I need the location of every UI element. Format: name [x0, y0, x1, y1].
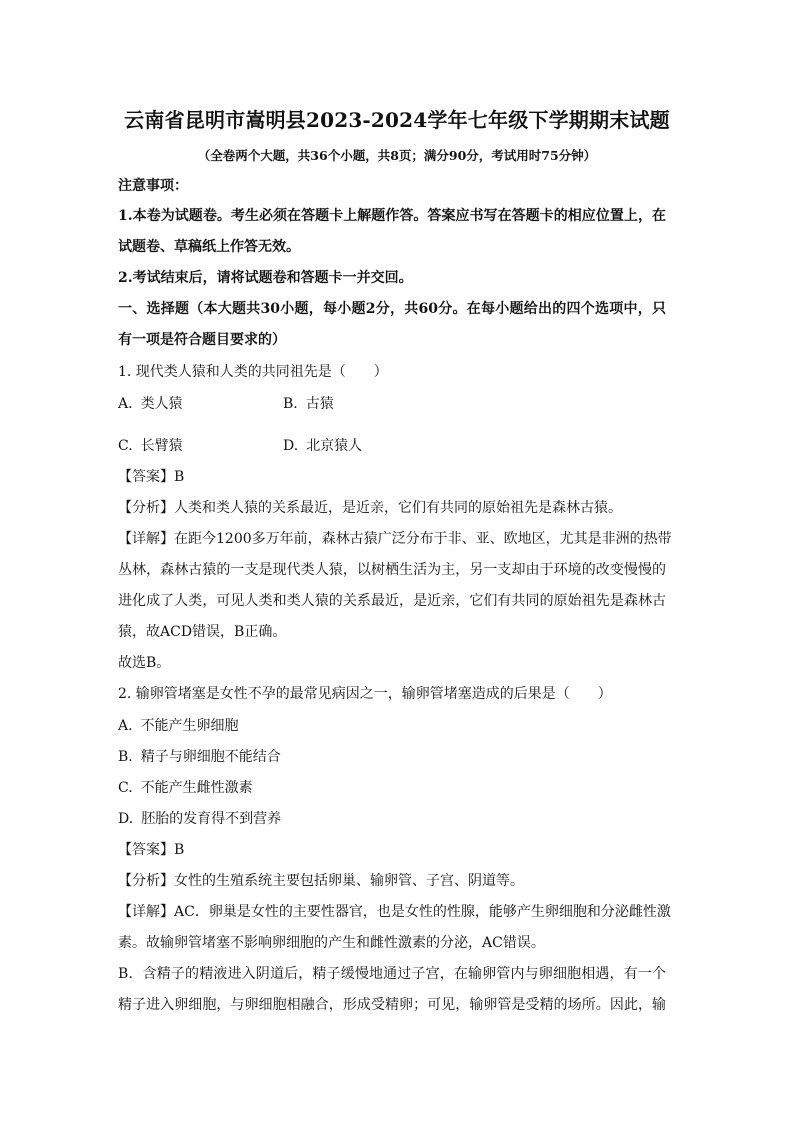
option-text: 古猿 [305, 396, 334, 412]
question-2-answer: 【答案】B [118, 842, 185, 858]
option-letter: C. [118, 780, 133, 796]
notes-line-1: 1.本卷为试题卷。考生必须在答题卡上解题作答。答案应书写在答题卡的相应位置上，在 [118, 208, 666, 224]
option-letter: B. [283, 396, 298, 412]
question-2-analysis: 【分析】女性的生殖系统主要包括卵巢、输卵管、子宫、阴道等。 [118, 873, 524, 889]
section-heading-line-1: 一、选择题（本大题共30小题，每小题2分，共60分。在每小题给出的四个选项中，只 [118, 301, 666, 317]
option-text: 胚胎的发育得不到营养 [141, 811, 282, 827]
question-1-detail-line-3: 进化成了人类，可见人类和类人猿的关系最近，是近亲，它们有共同的原始祖先是森林古 [118, 593, 666, 609]
option-letter: A. [118, 718, 133, 734]
question-1-answer: 【答案】B [118, 469, 185, 485]
question-1-detail-line-2: 丛林，森林古猿的一支是现代类人猿，以树栖生活为主，另一支却由于环境的改变慢慢的 [118, 562, 666, 578]
exam-info: （全卷两个大题，共36个小题，共8页；满分90分，考试用时75分钟） [197, 148, 597, 163]
question-1-detail-line-4: 猿，故ACD错误，B正确。 [118, 624, 287, 640]
notes-line-2: 试题卷、草稿纸上作答无效。 [118, 239, 300, 255]
question-2-detail-line-1: 【详解】AC．卵巢是女性的主要性器官，也是女性的性腺，能够产生卵细胞和分泌雌性激 [118, 904, 671, 920]
notes-heading: 注意事项： [118, 178, 188, 194]
option-text: 不能产生卵细胞 [140, 718, 239, 734]
question-1-option-b [283, 396, 334, 412]
option-text: 北京猿人 [306, 438, 363, 454]
option-letter: D. [118, 811, 134, 827]
option-letter: A. [118, 396, 133, 412]
question-2-stem: 2. 输卵管堵塞是女性不孕的最常见病因之一，输卵管堵塞造成的后果是（ ） [118, 686, 612, 702]
question-2-option-d [118, 811, 281, 827]
question-2-option-b [118, 749, 281, 765]
option-letter: D. [283, 438, 299, 454]
question-1-analysis: 【分析】人类和类人猿的关系最近，是近亲，它们有共同的原始祖先是森林古猿。 [118, 500, 622, 516]
question-1-detail-line-1: 【详解】在距今1200多万年前，森林古猿广泛分布于非、亚、欧地区，尤其是非洲的热带 [118, 531, 672, 547]
question-2-detail-line-2: 素。故输卵管堵塞不影响卵细胞的产生和雌性激素的分泌，AC错误。 [118, 935, 545, 951]
question-2-option-c [118, 780, 253, 796]
question-1-conclusion: 故选B。 [118, 655, 171, 671]
question-1-option-a [118, 396, 183, 412]
question-1-stem: 1. 现代类人猿和人类的共同祖先是（ ） [118, 364, 388, 380]
option-letter: B. [118, 749, 133, 765]
question-2-detail-line-3: B．含精子的精液进入阴道后，精子缓慢地通过子宫，在输卵管内与卵细胞相遇，有一个 [118, 966, 666, 982]
option-text: 类人猿 [140, 396, 183, 412]
question-1-option-d [283, 438, 362, 454]
section-heading-line-2: 有一项是符合题目要求的） [118, 332, 286, 348]
question-2-option-a [118, 718, 239, 734]
option-letter: C. [118, 438, 133, 454]
option-text: 不能产生雌性激素 [140, 780, 253, 796]
option-text: 长臂猿 [140, 438, 183, 454]
notes-line-3: 2.考试结束后，请将试题卷和答题卡一并交回。 [118, 270, 413, 286]
question-1-option-c [118, 438, 183, 454]
question-2-detail-line-4: 精子进入卵细胞，与卵细胞相融合，形成受精卵；可见，输卵管是受精的场所。因此，输 [118, 997, 666, 1013]
option-text: 精子与卵细胞不能结合 [140, 749, 281, 765]
page-title: 云南省昆明市嵩明县2023-2024学年七年级下学期期末试题 [124, 108, 670, 132]
